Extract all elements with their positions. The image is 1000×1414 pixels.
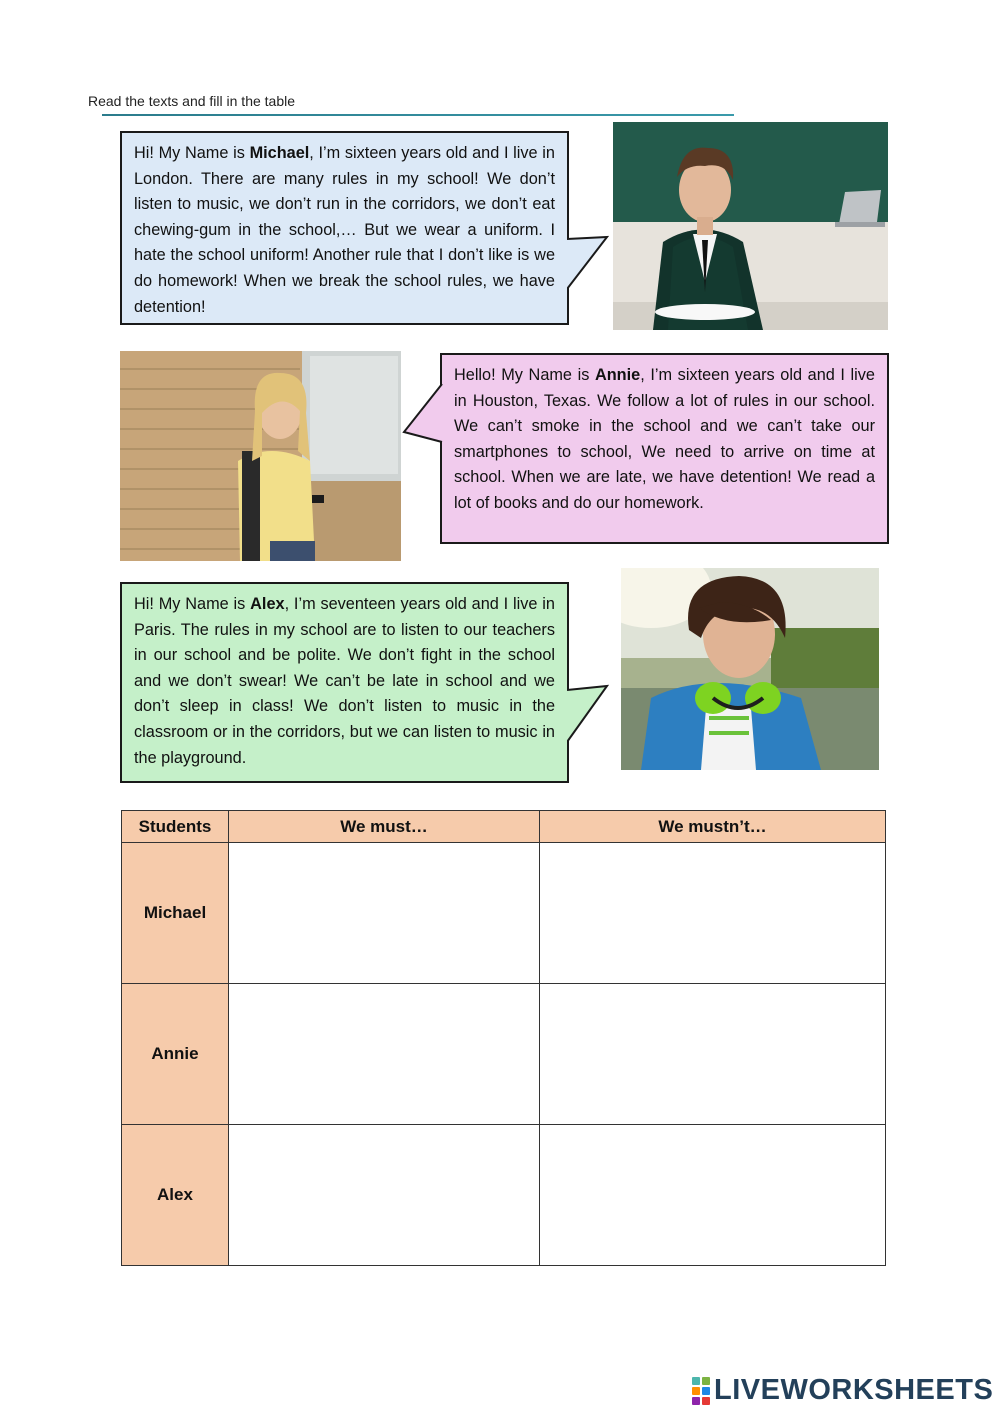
- answer-cell-alex-mustnt[interactable]: [540, 1125, 886, 1266]
- table-row: [122, 1125, 886, 1266]
- instruction-text: Read the texts and fill in the table: [88, 93, 296, 109]
- table-header-row: [122, 811, 886, 843]
- photo-annie: [120, 351, 401, 561]
- answer-cell-michael-must[interactable]: [229, 843, 540, 984]
- row-label-annie: Annie: [122, 984, 229, 1125]
- header-students: Students: [122, 811, 229, 843]
- answer-cell-alex-must[interactable]: [229, 1125, 540, 1266]
- divider-line: [102, 114, 734, 116]
- answer-cell-annie-mustnt[interactable]: [540, 984, 886, 1125]
- alex-name: Alex: [250, 595, 285, 613]
- michael-greeting: Hi! My Name is: [134, 144, 250, 162]
- header-we-must: We must…: [229, 811, 540, 843]
- liveworksheets-logo: [692, 1374, 993, 1407]
- annie-name: Annie: [594, 366, 641, 384]
- logo-mark-icon: [692, 1377, 710, 1405]
- table-row: [122, 843, 886, 984]
- bubble-tail-right: [567, 682, 627, 752]
- michael-text: , I’m sixteen years old and I live in London. There are many rules in my school! We don’t listen to music, we don’t run in the corridors, we don’t eat chewing-gum in the school,… But we wear a uniform. I hate the school uniform! Another rule that I don’t like is we do homework! When we break the school rules, we have detention!: [134, 144, 555, 316]
- row-label-michael: Michael: [122, 843, 229, 984]
- row-label-alex: Alex: [122, 1125, 229, 1266]
- logo-text: LIVEWORKSHEETS: [714, 1374, 994, 1406]
- answer-cell-annie-must[interactable]: [229, 984, 540, 1125]
- alex-greeting: Hi! My Name is: [134, 595, 251, 613]
- michael-name: Michael: [249, 144, 310, 162]
- table-row: [122, 984, 886, 1125]
- annie-greeting: Hello! My Name is: [454, 366, 595, 384]
- photo-alex: [621, 568, 879, 770]
- header-we-mustnt: We mustn’t…: [540, 811, 886, 843]
- bubble-tail-left: [402, 380, 462, 450]
- speech-bubble-annie: [440, 353, 889, 544]
- speech-bubble-alex: [120, 582, 569, 783]
- rules-table: [121, 810, 886, 1266]
- speech-bubble-michael: [120, 131, 569, 325]
- photo-michael: [613, 122, 888, 330]
- alex-text: , I’m seventeen years old and I live in Paris. The rules in my school are to listen to our teachers in our school and be polite. We don’t fight in the school and we don’t swear! We can’t be late in school and we don’t sleep in class! We don’t listen to music in the classroom or in the corridors, but we can listen to music in the playground.: [134, 595, 555, 767]
- annie-text: , I’m sixteen years old and I live in Houston, Texas. We follow a lot of rules in our school. We can’t smoke in the school and we can’t take our smartphones to school, We need to arrive on time at school. When we are late, we have detention! We read a lot of books and do our homework.: [454, 366, 875, 512]
- answer-cell-michael-mustnt[interactable]: [540, 843, 886, 984]
